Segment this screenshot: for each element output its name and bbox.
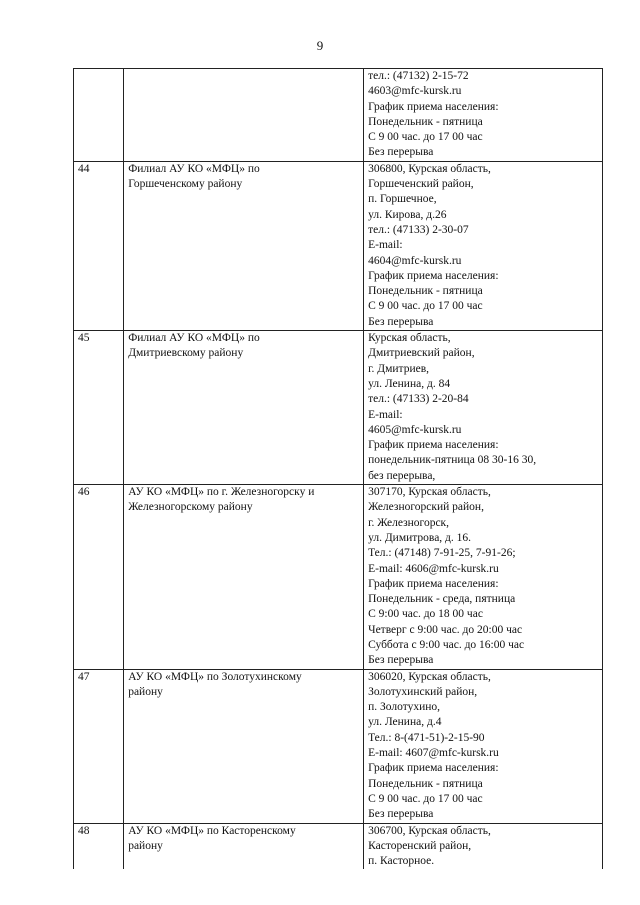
name-line: АУ КО «МФЦ» по Касторенскому	[128, 824, 296, 837]
office-name-cell	[124, 161, 364, 330]
name-line: району	[128, 839, 163, 852]
info-line: С 9 00 час. до 17 00 час	[368, 792, 483, 805]
info-line: E-mail:	[368, 239, 403, 252]
row-number-cell: 45	[74, 331, 124, 485]
info-line: Курская область,	[368, 332, 451, 345]
table-row	[74, 161, 603, 330]
info-line: Тел.: (47148) 7-91-25, 7-91-26;	[368, 547, 516, 560]
office-name-cell	[124, 669, 364, 823]
row-number-cell: 46	[74, 485, 124, 670]
contact-info-cell	[364, 823, 603, 869]
info-line: 307170, Курская область,	[368, 486, 491, 499]
info-line: Железногорский район,	[368, 501, 484, 514]
info-line: ул. Кирова, д.26	[368, 208, 447, 221]
info-line: п. Горшечное,	[368, 193, 437, 206]
info-line: 306700, Курская область,	[368, 824, 491, 837]
row-number-cell: 48	[74, 823, 124, 869]
info-line: п. Касторное.	[368, 855, 435, 868]
info-line: Понедельник - среда, пятница	[368, 593, 516, 606]
row-number-cell: 47	[74, 669, 124, 823]
page-number: 9	[316, 38, 324, 53]
info-line: Без перерыва	[368, 146, 434, 159]
contact-info-cell	[364, 669, 603, 823]
info-line: С 9 00 час. до 17 00 час	[368, 131, 483, 144]
info-line: 4603@mfc-kursk.ru	[368, 85, 462, 98]
name-line: Филиал АУ КО «МФЦ» по	[128, 332, 260, 345]
info-line: ул. Димитрова, д. 16.	[368, 531, 472, 544]
info-line: График приема населения:	[368, 762, 499, 775]
info-line: График приема населения:	[368, 577, 499, 590]
contact-info-cell	[364, 485, 603, 670]
name-line: Горшеченскому району	[128, 178, 243, 191]
office-name-cell	[124, 823, 364, 869]
mfc-registry-table	[73, 68, 603, 869]
info-line: Суббота с 9:00 час. до 16:00 час	[368, 638, 525, 651]
name-line: Железногорскому району	[128, 501, 253, 514]
info-line: понедельник-пятница 08 30-16 30,	[368, 454, 537, 467]
info-line: Горшеченский район,	[368, 178, 474, 191]
info-line: г. Железногорск,	[368, 516, 450, 529]
info-line: График приема населения:	[368, 439, 499, 452]
info-line: График приема населения:	[368, 269, 499, 282]
info-line: 4604@mfc-kursk.ru	[368, 254, 462, 267]
info-line: Золотухинский район,	[368, 685, 478, 698]
office-name-cell	[124, 485, 364, 670]
row-number-cell: 44	[74, 161, 124, 330]
info-line: Без перерыва	[368, 654, 434, 667]
office-name-cell	[124, 331, 364, 485]
info-line: Без перерыва	[368, 808, 434, 821]
table-row	[74, 331, 603, 485]
info-line: 306800, Курская область,	[368, 162, 491, 175]
name-line: Дмитриевскому району	[128, 347, 244, 360]
info-line: Дмитриевский район,	[368, 347, 475, 360]
info-line: тел.: (47133) 2-20-84	[368, 393, 469, 406]
office-name-cell	[124, 69, 364, 162]
info-line: п. Золотухино,	[368, 701, 441, 714]
info-line: Понедельник - пятница	[368, 115, 483, 128]
info-line: Тел.: 8-(471-51)-2-15-90	[368, 731, 485, 744]
contact-info-cell	[364, 69, 603, 162]
table-row	[74, 485, 603, 670]
info-line: Касторенский район,	[368, 839, 472, 852]
info-line: без перерыва,	[368, 469, 436, 482]
info-line: тел.: (47133) 2-30-07	[368, 223, 469, 236]
info-line: E-mail: 4607@mfc-kursk.ru	[368, 747, 499, 760]
name-line: АУ КО «МФЦ» по Золотухинскому	[128, 670, 302, 683]
info-line: 306020, Курская область,	[368, 670, 491, 683]
info-line: E-mail:	[368, 408, 403, 421]
row-number-cell	[74, 69, 124, 162]
info-line: Без перерыва	[368, 315, 434, 328]
contact-info-cell	[364, 331, 603, 485]
info-line: С 9 00 час. до 17 00 час	[368, 300, 483, 313]
info-line: ул. Ленина, д.4	[368, 716, 442, 729]
info-line: г. Дмитриев,	[368, 362, 430, 375]
table-row	[74, 669, 603, 823]
info-line: С 9:00 час. до 18 00 час	[368, 608, 483, 621]
info-line: График приема населения:	[368, 100, 499, 113]
info-line: Понедельник - пятница	[368, 777, 483, 790]
name-line: Филиал АУ КО «МФЦ» по	[128, 162, 260, 175]
info-line: E-mail: 4606@mfc-kursk.ru	[368, 562, 499, 575]
contact-info-cell	[364, 161, 603, 330]
info-line: тел.: (47132) 2-15-72	[368, 70, 469, 82]
info-line: Понедельник - пятница	[368, 285, 483, 298]
info-line: ул. Ленина, д. 84	[368, 377, 451, 390]
info-line: 4605@mfc-kursk.ru	[368, 423, 462, 436]
info-line: Четверг с 9:00 час. до 20:00 час	[368, 623, 523, 636]
name-line: району	[128, 685, 163, 698]
table-row	[74, 69, 603, 162]
table-row	[74, 823, 603, 869]
name-line: АУ КО «МФЦ» по г. Железногорску и	[128, 486, 315, 499]
